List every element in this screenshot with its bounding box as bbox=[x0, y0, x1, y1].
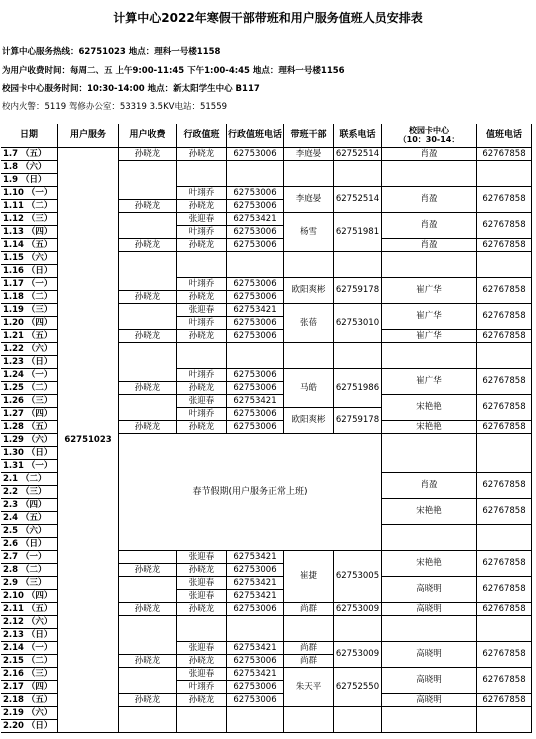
fee-staff: 孙晓龙 bbox=[119, 200, 177, 213]
empty-cell bbox=[227, 616, 284, 642]
fee-staff: 孙晓龙 bbox=[119, 694, 177, 707]
fee-staff: 孙晓龙 bbox=[119, 564, 177, 577]
admin-duty-name: 孙晓龙 bbox=[177, 655, 227, 668]
empty-cell bbox=[477, 343, 532, 369]
empty-cell bbox=[477, 616, 532, 642]
leader-phone: 62753009 bbox=[334, 603, 382, 616]
holiday-notice: 春节假期(用户服务正常上班) bbox=[119, 434, 382, 551]
date-cell: 1.15 （六） bbox=[1, 252, 58, 265]
card-center-staff: 崔广华 bbox=[382, 304, 477, 330]
empty-cell bbox=[477, 434, 532, 473]
empty-cell bbox=[227, 343, 284, 369]
admin-duty-name: 张迎春 bbox=[177, 213, 227, 226]
admin-duty-phone: 62753006 bbox=[227, 291, 284, 304]
admin-duty-phone: 62753006 bbox=[227, 421, 284, 434]
empty-cell bbox=[177, 343, 227, 369]
date-cell: 1.12 （三） bbox=[1, 213, 58, 226]
date-cell: 1.28 （五） bbox=[1, 421, 58, 434]
date-cell: 2.19 （六） bbox=[1, 707, 58, 720]
card-duty-phone: 62767858 bbox=[477, 603, 532, 616]
leader-name: 尚群 bbox=[284, 642, 334, 655]
date-cell: 2.14 （一） bbox=[1, 642, 58, 655]
date-cell: 2.7 （一） bbox=[1, 551, 58, 564]
date-cell: 1.20 （四） bbox=[1, 317, 58, 330]
empty-cell bbox=[177, 707, 227, 733]
date-cell: 1.21 （五） bbox=[1, 330, 58, 343]
admin-duty-name: 叶翊乔 bbox=[177, 369, 227, 382]
admin-duty-name: 张迎春 bbox=[177, 590, 227, 603]
empty-cell bbox=[119, 668, 177, 694]
card-center-info: 校园卡中心服务时间：10:30-14:00 地点：新太阳学生中心 B117 bbox=[2, 84, 260, 94]
empty-cell bbox=[382, 252, 477, 278]
admin-duty-name: 叶翊乔 bbox=[177, 187, 227, 200]
admin-duty-name: 叶翊乔 bbox=[177, 317, 227, 330]
empty-cell bbox=[382, 161, 477, 187]
card-duty-phone: 62767858 bbox=[477, 473, 532, 499]
leader-name: 张蓓 bbox=[284, 304, 334, 343]
leader-phone: 62753005 bbox=[334, 551, 382, 603]
empty-cell bbox=[119, 395, 177, 421]
admin-duty-phone: 62753006 bbox=[227, 564, 284, 577]
admin-duty-name: 孙晓龙 bbox=[177, 291, 227, 304]
leader-phone: 62751986 bbox=[334, 369, 382, 408]
empty-cell bbox=[284, 616, 334, 642]
header-date: 日期 bbox=[1, 124, 58, 148]
admin-duty-phone: 62753006 bbox=[227, 655, 284, 668]
empty-cell bbox=[177, 161, 227, 187]
date-cell: 1.23 （日） bbox=[1, 356, 58, 369]
empty-cell bbox=[477, 252, 532, 278]
admin-duty-phone: 62753006 bbox=[227, 382, 284, 395]
header-duty-phone: 值班电话 bbox=[477, 124, 532, 148]
card-center-staff: 高晓明 bbox=[382, 603, 477, 616]
admin-duty-phone: 62753006 bbox=[227, 603, 284, 616]
empty-cell bbox=[177, 252, 227, 278]
date-cell: 1.16 （日） bbox=[1, 265, 58, 278]
date-cell: 1.31 （一） bbox=[1, 460, 58, 473]
admin-duty-name: 张迎春 bbox=[177, 395, 227, 408]
card-duty-phone: 62767858 bbox=[477, 187, 532, 213]
admin-duty-name: 孙晓龙 bbox=[177, 239, 227, 252]
date-cell: 1.26 （三） bbox=[1, 395, 58, 408]
empty-cell bbox=[477, 525, 532, 551]
card-center-staff: 宋艳艳 bbox=[382, 499, 477, 525]
fee-staff: 孙晓龙 bbox=[119, 291, 177, 304]
admin-duty-name: 叶翊乔 bbox=[177, 681, 227, 694]
date-cell: 2.3 （四） bbox=[1, 499, 58, 512]
header-leader-phone: 联系电话 bbox=[334, 124, 382, 148]
card-duty-phone: 62767858 bbox=[477, 369, 532, 395]
empty-cell bbox=[284, 161, 334, 187]
admin-duty-name: 孙晓龙 bbox=[177, 421, 227, 434]
empty-cell bbox=[284, 252, 334, 278]
date-cell: 2.16 （三） bbox=[1, 668, 58, 681]
date-cell: 2.1 （二） bbox=[1, 473, 58, 486]
date-cell: 2.5 （六） bbox=[1, 525, 58, 538]
card-center-staff: 肖盈 bbox=[382, 473, 477, 499]
date-cell: 2.11 （五） bbox=[1, 603, 58, 616]
header-leader: 带班干部 bbox=[284, 124, 334, 148]
date-cell: 1.8 （六） bbox=[1, 161, 58, 174]
card-duty-phone: 62767858 bbox=[477, 668, 532, 694]
admin-duty-phone: 62753421 bbox=[227, 304, 284, 317]
leader-phone: 62751981 bbox=[334, 213, 382, 252]
date-cell: 1.11 （二） bbox=[1, 200, 58, 213]
admin-duty-name: 孙晓龙 bbox=[177, 148, 227, 161]
admin-duty-name: 孙晓龙 bbox=[177, 564, 227, 577]
empty-cell bbox=[119, 343, 177, 382]
date-cell: 1.18 （二） bbox=[1, 291, 58, 304]
admin-duty-name: 孙晓龙 bbox=[177, 694, 227, 707]
card-center-staff: 肖盈 bbox=[382, 148, 477, 161]
duty-schedule-table bbox=[1, 124, 532, 733]
empty-cell bbox=[227, 252, 284, 278]
card-center-staff: 崔广华 bbox=[382, 330, 477, 343]
date-cell: 1.9 （日） bbox=[1, 174, 58, 187]
admin-duty-name: 张迎春 bbox=[177, 304, 227, 317]
admin-duty-phone: 62753006 bbox=[227, 408, 284, 421]
leader-phone: 62759178 bbox=[334, 408, 382, 434]
date-cell: 2.10 （四） bbox=[1, 590, 58, 603]
empty-cell bbox=[284, 343, 334, 369]
date-cell: 2.15 （二） bbox=[1, 655, 58, 668]
admin-duty-name: 张迎春 bbox=[177, 668, 227, 681]
card-center-staff: 高晓明 bbox=[382, 668, 477, 694]
fee-time-info: 为用户收费时间：每周二、五 上午9:00-11:45 下午1:00-4:45 地点：理科一号楼1156 bbox=[2, 66, 345, 76]
empty-cell bbox=[119, 252, 177, 291]
admin-duty-phone: 62753006 bbox=[227, 187, 284, 200]
empty-cell bbox=[334, 616, 382, 642]
admin-duty-phone: 62753006 bbox=[227, 278, 284, 291]
card-duty-phone: 62767858 bbox=[477, 551, 532, 577]
card-duty-phone: 62767858 bbox=[477, 330, 532, 343]
empty-cell bbox=[382, 707, 477, 733]
date-cell: 2.2 （三） bbox=[1, 486, 58, 499]
card-duty-phone: 62767858 bbox=[477, 499, 532, 525]
leader-name: 欧阳爽彬 bbox=[284, 408, 334, 434]
date-cell: 1.22 （六） bbox=[1, 343, 58, 356]
fee-staff: 孙晓龙 bbox=[119, 382, 177, 395]
admin-duty-name: 孙晓龙 bbox=[177, 603, 227, 616]
leader-phone: 62752514 bbox=[334, 187, 382, 213]
phone-numbers-info: 校内火警：5119 驾修办公室：53319 3.5KV电站：51559 bbox=[2, 102, 228, 112]
admin-duty-phone: 62753006 bbox=[227, 317, 284, 330]
card-duty-phone: 62767858 bbox=[477, 395, 532, 421]
leader-name: 尚群 bbox=[284, 603, 334, 616]
card-duty-phone: 62767858 bbox=[477, 239, 532, 252]
header-admin-duty: 行政值班 bbox=[177, 124, 227, 148]
empty-cell bbox=[119, 161, 177, 200]
card-center-staff: 崔广华 bbox=[382, 369, 477, 395]
date-cell: 2.9 （三） bbox=[1, 577, 58, 590]
header-card-center-hours: （10：30-14： bbox=[398, 134, 460, 144]
date-cell: 1.19 （三） bbox=[1, 304, 58, 317]
leader-name: 马皓 bbox=[284, 369, 334, 408]
admin-duty-phone: 62753006 bbox=[227, 239, 284, 252]
empty-cell bbox=[334, 161, 382, 187]
empty-cell bbox=[119, 304, 177, 330]
admin-duty-phone: 62753421 bbox=[227, 577, 284, 590]
empty-cell bbox=[227, 707, 284, 733]
date-cell: 1.24 （一） bbox=[1, 369, 58, 382]
date-cell: 1.17 （一） bbox=[1, 278, 58, 291]
admin-duty-name: 张迎春 bbox=[177, 577, 227, 590]
empty-cell bbox=[382, 616, 477, 642]
user-service-phone: 62751023 bbox=[58, 148, 119, 733]
card-center-staff: 宋艳艳 bbox=[382, 421, 477, 434]
admin-duty-phone: 62753421 bbox=[227, 213, 284, 226]
card-center-staff: 崔广华 bbox=[382, 278, 477, 304]
fee-staff: 孙晓龙 bbox=[119, 421, 177, 434]
empty-cell bbox=[382, 434, 477, 473]
card-duty-phone: 62767858 bbox=[477, 421, 532, 434]
header-user-service: 用户服务 bbox=[58, 124, 119, 148]
leader-name: 杨雪 bbox=[284, 213, 334, 252]
leader-phone: 62753010 bbox=[334, 304, 382, 343]
admin-duty-phone: 62753006 bbox=[227, 148, 284, 161]
leader-name: 李庭晏 bbox=[284, 187, 334, 213]
empty-cell bbox=[284, 707, 334, 733]
admin-duty-name: 孙晓龙 bbox=[177, 382, 227, 395]
empty-cell bbox=[119, 707, 177, 733]
leader-phone: 62753009 bbox=[334, 642, 382, 668]
date-cell: 2.6 （日） bbox=[1, 538, 58, 551]
fee-staff: 孙晓龙 bbox=[119, 148, 177, 161]
empty-cell bbox=[477, 707, 532, 733]
card-duty-phone: 62767858 bbox=[477, 213, 532, 239]
leader-name: 尚群 bbox=[284, 655, 334, 668]
empty-cell bbox=[227, 161, 284, 187]
empty-cell bbox=[334, 252, 382, 278]
date-cell: 1.7 （五） bbox=[1, 148, 58, 161]
date-cell: 2.12 （六） bbox=[1, 616, 58, 629]
admin-duty-phone: 62753006 bbox=[227, 369, 284, 382]
header-card-center-label: 校园卡中心 bbox=[409, 125, 449, 135]
empty-cell bbox=[119, 577, 177, 603]
empty-cell bbox=[177, 616, 227, 642]
admin-duty-phone: 62753006 bbox=[227, 694, 284, 707]
date-cell: 1.13 （四） bbox=[1, 226, 58, 239]
fee-staff: 孙晓龙 bbox=[119, 239, 177, 252]
fee-staff: 孙晓龙 bbox=[119, 603, 177, 616]
admin-duty-name: 叶翊乔 bbox=[177, 226, 227, 239]
leader-name: 崔捷 bbox=[284, 551, 334, 603]
admin-duty-phone: 62753421 bbox=[227, 551, 284, 564]
card-duty-phone: 62767858 bbox=[477, 694, 532, 707]
admin-duty-phone: 62753006 bbox=[227, 200, 284, 213]
date-cell: 1.10 （一） bbox=[1, 187, 58, 200]
card-center-staff: 宋艳艳 bbox=[382, 395, 477, 421]
admin-duty-name: 张迎春 bbox=[177, 642, 227, 655]
date-cell: 1.27 （四） bbox=[1, 408, 58, 421]
date-cell: 2.20 （日） bbox=[1, 720, 58, 733]
admin-duty-phone: 62753006 bbox=[227, 330, 284, 343]
admin-duty-name: 叶翊乔 bbox=[177, 278, 227, 291]
empty-cell bbox=[382, 343, 477, 369]
card-center-staff: 宋艳艳 bbox=[382, 551, 477, 577]
empty-cell bbox=[477, 161, 532, 187]
admin-duty-phone: 62753421 bbox=[227, 395, 284, 408]
card-duty-phone: 62767858 bbox=[477, 577, 532, 603]
date-cell: 2.8 （二） bbox=[1, 564, 58, 577]
header-fee: 用户收费 bbox=[119, 124, 177, 148]
card-center-staff: 高晓明 bbox=[382, 642, 477, 668]
admin-duty-phone: 62753421 bbox=[227, 668, 284, 681]
admin-duty-name: 张迎春 bbox=[177, 551, 227, 564]
card-duty-phone: 62767858 bbox=[477, 278, 532, 304]
card-center-staff: 高晓明 bbox=[382, 577, 477, 603]
leader-phone: 62759178 bbox=[334, 278, 382, 304]
admin-duty-phone: 62753421 bbox=[227, 642, 284, 655]
leader-name: 欧阳爽彬 bbox=[284, 278, 334, 304]
card-duty-phone: 62767858 bbox=[477, 148, 532, 161]
card-center-staff: 高晓明 bbox=[382, 694, 477, 707]
admin-duty-phone: 62753006 bbox=[227, 681, 284, 694]
empty-cell bbox=[119, 616, 177, 655]
empty-cell bbox=[382, 525, 477, 551]
leader-phone: 62752550 bbox=[334, 668, 382, 707]
leader-name: 李庭晏 bbox=[284, 148, 334, 161]
date-cell: 1.30 （日） bbox=[1, 447, 58, 460]
card-duty-phone: 62767858 bbox=[477, 642, 532, 668]
header-card-center bbox=[382, 124, 477, 148]
date-cell: 1.25 （二） bbox=[1, 382, 58, 395]
fee-staff: 孙晓龙 bbox=[119, 330, 177, 343]
fee-staff: 孙晓龙 bbox=[119, 655, 177, 668]
leader-name: 朱天平 bbox=[284, 668, 334, 707]
date-cell: 2.18 （五） bbox=[1, 694, 58, 707]
card-duty-phone: 62767858 bbox=[477, 304, 532, 330]
card-center-staff: 肖盈 bbox=[382, 187, 477, 213]
admin-duty-phone: 62753421 bbox=[227, 590, 284, 603]
empty-cell bbox=[334, 707, 382, 733]
leader-phone: 62752514 bbox=[334, 148, 382, 161]
admin-duty-name: 孙晓龙 bbox=[177, 330, 227, 343]
admin-duty-name: 叶翊乔 bbox=[177, 408, 227, 421]
page-title: 计算中心2022年寒假干部带班和用户服务值班人员安排表 bbox=[113, 11, 423, 25]
admin-duty-name: 孙晓龙 bbox=[177, 200, 227, 213]
date-cell: 2.13 （日） bbox=[1, 629, 58, 642]
date-cell: 2.17 （四） bbox=[1, 681, 58, 694]
card-center-staff: 肖盈 bbox=[382, 239, 477, 252]
empty-cell bbox=[334, 343, 382, 369]
header-admin-phone: 行政值班电话 bbox=[227, 124, 284, 148]
admin-duty-phone: 62753006 bbox=[227, 226, 284, 239]
date-cell: 1.29 （六） bbox=[1, 434, 58, 447]
empty-cell bbox=[119, 213, 177, 239]
card-center-staff: 肖盈 bbox=[382, 213, 477, 239]
date-cell: 2.4 （五） bbox=[1, 512, 58, 525]
date-cell: 1.14 （五） bbox=[1, 239, 58, 252]
service-hotline-info: 计算中心服务热线：62751023 地点：理科一号楼1158 bbox=[2, 47, 221, 57]
empty-cell bbox=[119, 551, 177, 564]
